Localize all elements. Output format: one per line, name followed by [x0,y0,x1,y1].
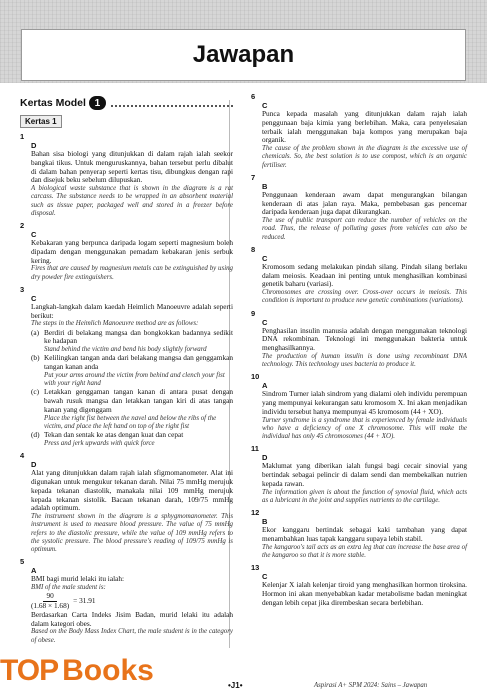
question-6 [251,92,467,170]
list-item-english: Press and jerk upwards with quick force [44,439,155,447]
right-column [251,92,467,608]
bmi-result: = 31.91 [73,596,96,606]
explanation-english: The information given is about the function of synovial fluid, which acts as a lubricant in the joint and supplies nutrients to the cartilage. [262,488,467,504]
question-number: 1 [20,132,25,141]
explanation-english: The cause of the problem shown in the diagram is the excessive use of chemicals. So, the best solution is to use compost, which is an organic fertiliser. [262,145,467,169]
question-number: 6 [251,92,256,101]
explanation-malay: Alat yang ditunjukkan dalam rajah ialah sfigmomanometer. Alat ini digunakan untuk mengukur tekanan darah. Nilai 75 mmHg merujuk kepada tekanan diastolik, manakala nilai 109 mmHg merujuk kepada tekanan sistolik. Bacaan tekanan darah, 109/75 mmHg adalah optimum. [31,468,233,513]
question-number: 5 [20,557,25,567]
question-number: 8 [251,244,256,254]
answer-letter: C [262,101,268,110]
explanation-malay: Maklumat yang diberikan ialah fungsi bagi cecair sinovial yang bertindak sebagai pelincir di dalam sendi dan membekalkan nutrien kepada rawan. [262,461,467,488]
book-title-footer: Aspirasi A+ SPM 2024: Sains – Jawapan [314,682,428,689]
question-number: 3 [20,284,25,294]
explanation-malay: Punca kepada masalah yang ditunjukkan dalam rajah ialah penggunaan baja kimia yang berlebihan. Maka, cara penyelesaian terbaik ialah menggunakan baja kompos yang merupakan baja organik. [262,109,467,145]
explanation-english: Fires that are caused by magnesium metals can be extinguished by using dry powder fire extinguishers. [31,265,233,281]
page-header-band [0,0,487,83]
list-item-label: (b) [31,353,40,363]
question-8 [251,245,467,306]
answer-letter: C [31,293,37,303]
question-number: 11 [251,444,259,454]
list-item-english: Place the right fist between the navel and below the ribs of the victim, and place the left hand on top of the right fist [44,414,217,430]
answer-letter: D [31,141,37,150]
question-1 [20,132,233,218]
question-13 [251,563,467,607]
answer-letter: C [262,572,268,582]
section-label: Kertas 1 [20,115,62,128]
list-item [20,329,233,347]
explanation-english: Turner syndrome is a syndrome that is experienced by female individuals who have a deficiency of one X chromosome. This will make the individual has only 45 chromosomes (44 + XO). [262,416,467,441]
question-number: 9 [251,308,256,318]
logo-text-top: TOP [0,654,59,687]
bmi-fraction [31,592,69,611]
answer-letter: B [262,517,268,527]
explanation-english: The steps in the Heimlich Manoeuvre method are as follows: [31,320,199,328]
question-number: 4 [20,451,25,461]
list-item-label: (a) [31,327,40,337]
fraction-numerator: 90 [43,592,56,602]
question-number: 12 [251,508,260,518]
bmi-formula [20,592,233,611]
topbooks-logo [0,652,186,690]
explanation-english: The instrument shown in the diagram is a sphygmomanometer. This instrument is used to measure blood pressure. The value of 75 mmHg refers to the diastolic pressure, while the value of 109 mmHg refers to the systolic pressure. The blood pressure's reading of 109/75 mmHg is optimum. [31,513,233,553]
explanation-malay: Penghasilan insulin manusia adalah dengan menggunakan teknologi DNA rekombinan. Teknologi ini menggunakan bakteria untuk menghasilkannya. [262,325,467,353]
explanation-malay: Sindrom Turner ialah sindrom yang dialami oleh individu perempuan yang mempunyai kekurangan satu kromosom X. Ini akan menjadikan individu tersebut hanya mempunyai 45 kromosom (44 + XO). [262,389,467,416]
list-item-label: (c) [31,387,40,397]
answer-letter: C [262,317,268,327]
explanation-malay: Kromosom sedang melakukan pindah silang. Pindah silang berlaku dalam meiosis. Keadaan ini penting untuk menghasilkan kombinasi genetik baharu (variasi). [262,261,467,289]
question-3 [20,285,233,448]
answer-columns [20,92,467,647]
fraction-denominator: (1.68 × 1.68) [31,600,70,610]
question-number: 7 [251,172,256,182]
model-heading [20,96,233,110]
answer-letter: C [31,230,37,239]
model-title: Kertas Model [20,97,86,109]
question-number: 2 [20,221,25,230]
question-number: 10 [251,372,260,382]
list-item [20,354,233,372]
explanation-malay: Penggunaan kenderaan awam dapat mengurangkan bilangan kenderaan di atas jalan raya. Maka, pembebasan gas pencemar daripada kenderaan juga dapat dikurangkan. [262,189,467,217]
model-number-badge: 1 [89,96,106,110]
question-7 [251,173,467,242]
explanation-english: BMI of the male student is: [31,583,106,591]
logo-text-books: Books [62,654,154,687]
explanation-malay: Kebakaran yang berpunca daripada logam seperti magnesium boleh dipadam dengan menggunakan pemadam kebakaran jenis serbuk kering. [31,238,233,265]
explanation-malay: Langkah-langkah dalam kaedah Heimlich Manoeuvre adalah seperti berikut: [31,301,233,320]
answer-letter: D [262,453,268,463]
question-4 [20,451,233,554]
question-9 [251,309,467,370]
list-item-text: Berdiri di belakang mangsa dan bongkokkan badannya sedikit ke hadapan [44,327,233,346]
explanation-malay: Kelenjar X ialah kelenjar tiroid yang menghasilkan hormon tiroksina. Hormon ini akan menyebabkan kadar metabolisme badan meningkat dengan lebih cepat jika dirembeskan secara berlebihan. [262,580,467,607]
answer-letter: C [262,253,268,263]
question-2 [20,221,233,282]
explanation-malay: Bahan sisa biologi yang ditunjukkan di dalam rajah ialah seekor bangkai tikus. Untuk menguruskannya, bahan tersebut perlu dibalut di dalam bahan penyerap seperti kertas tisu, dibungkus dengan rapi dan disejuk beku sebelum dilupuskan. [31,149,233,185]
question-11 [251,444,467,505]
explanation-english: The kangaroo's tail acts as an extra leg that can increase the base area of the kangaroo so that it is more stable. [262,543,467,559]
left-column [20,92,233,645]
list-item [20,431,233,440]
answer-letter: A [31,566,37,576]
list-item-text: Letakkan genggaman tangan kanan di antara pusat dengan bawah rusuk mangsa dan letakkan tangan kiri di atas tangan kanan yang digenggam [44,387,233,414]
explanation-malay-2: Berdasarkan Carta Indeks Jisim Badan, murid lelaki itu adalah dalam kategori obes. [31,609,233,628]
list-item-text: Kelilingkan tangan anda dari belakang mangsa dan genggamkan tangan kanan anda [44,353,233,372]
explanation-english: The use of public transport can reduce the number of vehicles on the road. Thus, the release of polluting gases from vehicles can also be reduced. [262,217,467,241]
answer-letter: A [262,381,268,391]
question-10 [251,372,467,441]
explanation-english: Chromosomes are crossing over. Cross-over occurs in meiosis. This condition is important to produce new genetic combinations (variations). [262,289,467,305]
explanation-malay: BMI bagi murid lelaki itu ialah: [31,574,125,584]
answer-letter: B [262,181,268,191]
question-5 [20,557,233,645]
page-number: •J1• [228,681,243,690]
list-item-english: Put your arms around the victim from behind and clench your fist with your right hand [44,371,225,388]
page-title-box [21,29,466,81]
question-number: 13 [251,563,260,573]
explanation-malay: Ekor kanggaru bertindak sebagai kaki tambahan yang dapat menambahkan luas tapak kanggaru supaya lebih stabil. [262,525,467,543]
list-item-english: Stand behind the victim and bend his body slightly forward [44,346,207,354]
list-item-label: (d) [31,430,40,440]
list-item [20,388,233,414]
dotted-rule [111,99,233,107]
page-title: Jawapan [192,41,295,68]
explanation-english: A biological waste substance that is shown in the diagram is a rat carcass. The substance needs to be wrapped in an absorbent material such as tissue paper, packaged well and stored in a freezer before disposal. [31,185,233,217]
answer-letter: D [31,460,37,470]
question-12 [251,508,467,560]
explanation-english-2: Based on the Body Mass Index Chart, the male student is in the category of obese. [31,628,233,644]
list-item-text: Tekan dan sentak ke atas dengan kuat dan cepat [44,430,184,440]
explanation-english: The production of human insulin is done using recombinant DNA technology. This technology uses bacteria to produce it. [262,352,467,369]
